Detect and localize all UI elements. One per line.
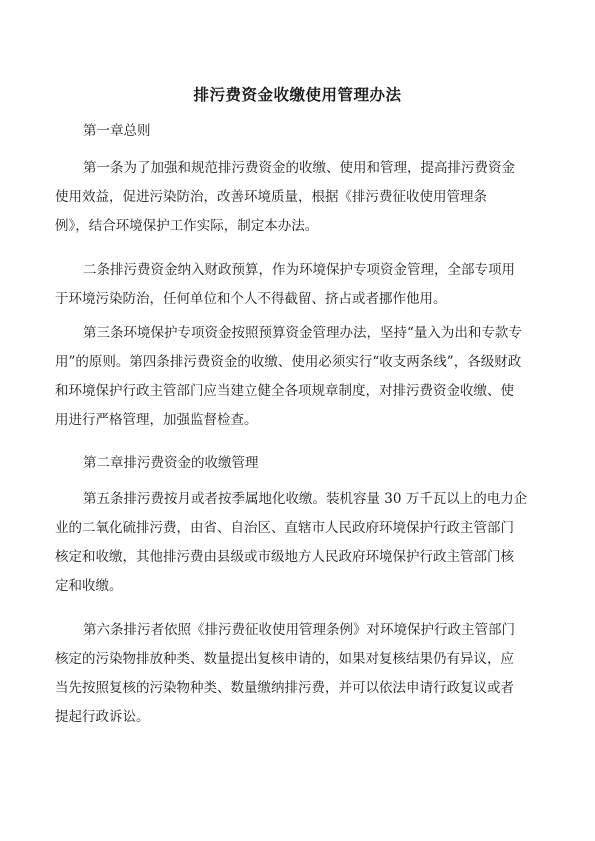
paragraph-article-2 — [55, 256, 545, 314]
paragraph-line: 二条排污费资金纳入财政预算，作为环境保护专项资金管理，全部专项用 — [83, 262, 515, 278]
paragraph-line: 核定的污染物排放种类、数量提出复核申请的，如果对复核结果仍有异议，应 — [55, 651, 514, 667]
chapter-heading-1: 第一章总则 — [83, 123, 151, 139]
paragraph-article-6 — [55, 616, 545, 732]
paragraph-article-1 — [55, 154, 545, 241]
paragraph-article-3 — [55, 319, 545, 435]
paragraph-line: 例》，结合环境保护工作实际，制定本办法。 — [55, 218, 319, 234]
paragraph-line: 用进行严格管理，加强监督检查。 — [55, 412, 258, 428]
paragraph-line: 当先按照复核的污染物种类、数量缴纳排污费，并可以依法申请行政复议或者 — [55, 680, 514, 696]
paragraph-article-5 — [55, 485, 545, 601]
paragraph-line: 使用效益，促进污染防治，改善环境质量，根据《排污费征收使用管理条 — [55, 189, 487, 205]
paragraph-line: 第六条排污者依照《排污费征收使用管理条例》对环境保护行政主管部门 — [83, 622, 515, 638]
chapter-heading-2: 第二章排污费资金的收缴管理 — [83, 455, 259, 471]
paragraph-line: 定和收缴。 — [55, 578, 123, 594]
paragraph-line: 提起行政诉讼。 — [55, 709, 150, 725]
paragraph-line: 第三条环境保护专项资金按照预算资金管理办法，坚持“量入为出和专款专 — [83, 325, 522, 341]
paragraph-line: 用”的原则。第四条排污费资金的收缴、使用必须实行“收支两条线”，各级财政 — [55, 354, 522, 370]
paragraph-line: 和环境保护行政主管部门应当建立健全各项规章制度，对排污费资金收缴、使 — [55, 383, 514, 399]
paragraph-line: 业的二氧化硫排污费，由省、自治区、直辖市人民政府环境保护行政主管部门 — [55, 520, 514, 536]
paragraph-line: 第一条为了加强和规范排污费资金的收缴、使用和管理，提高排污费资金 — [83, 160, 515, 176]
paragraph-line: 于环境污染防治，任何单位和个人不得截留、挤占或者挪作他用。 — [55, 291, 447, 307]
document-title: 排污费资金收缴使用管理办法 — [193, 86, 402, 104]
paragraph-line: 第五条排污费按月或者按季属地化收缴。装机容量 30 万千瓦以上的电力企 — [83, 491, 528, 507]
paragraph-line: 核定和收缴，其他排污费由县级或市级地方人民政府环境保护行政主管部门核 — [55, 549, 514, 565]
